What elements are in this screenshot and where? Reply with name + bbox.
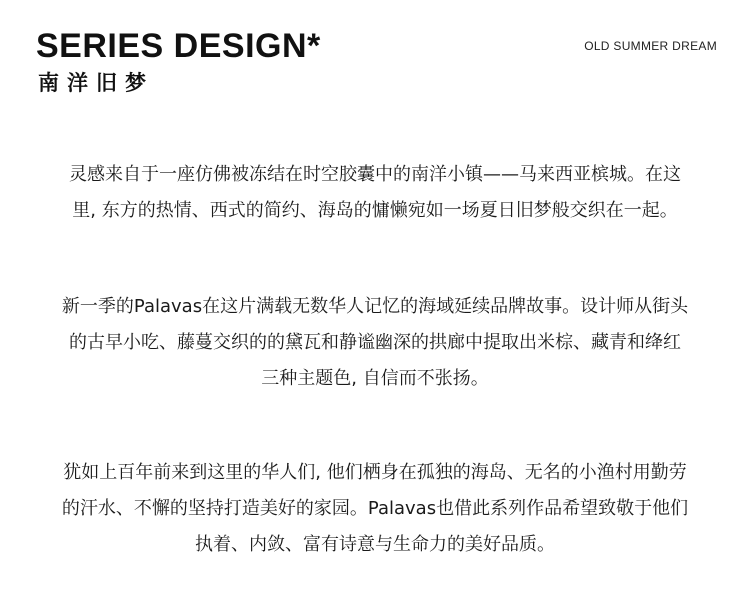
paragraph-line: 灵感来自于一座仿佛被冻结在时空胶囊中的南洋小镇——马来西亚槟城。在这 <box>69 164 681 185</box>
paragraph-new-season <box>30 289 720 397</box>
paragraph-line: 三种主题色, 自信而不张扬。 <box>261 368 489 389</box>
paragraph-line: 犹如上百年前来到这里的华人们, 他们栖身在孤独的海岛、无名的小渔村用勤劳 <box>63 462 687 483</box>
header <box>0 0 750 110</box>
brand-subtitle: 南洋旧梦 <box>38 71 154 95</box>
paragraph-inspiration <box>30 157 720 229</box>
body-text <box>30 157 720 563</box>
paragraph-line: 新一季的Palavas在这片满载无数华人记忆的海域延续品牌故事。设计师从街头 <box>61 296 689 317</box>
paragraph-tribute <box>30 455 720 563</box>
tagline: OLD SUMMER DREAM <box>584 39 717 53</box>
paragraph-line: 的古早小吃、藤蔓交织的的黛瓦和静谧幽深的拱廊中提取出米棕、藏青和绛红 <box>69 332 681 353</box>
paragraph-line: 里, 东方的热情、西式的简约、海岛的慵懒宛如一场夏日旧梦般交织在一起。 <box>72 200 678 221</box>
paragraph-line: 的汗水、不懈的坚持打造美好的家园。Palavas也借此系列作品希望致敬于他们 <box>61 498 689 519</box>
paragraph-line: 执着、内敛、富有诗意与生命力的美好品质。 <box>195 534 555 555</box>
brand-title: SERIES DESIGN* <box>36 27 321 65</box>
